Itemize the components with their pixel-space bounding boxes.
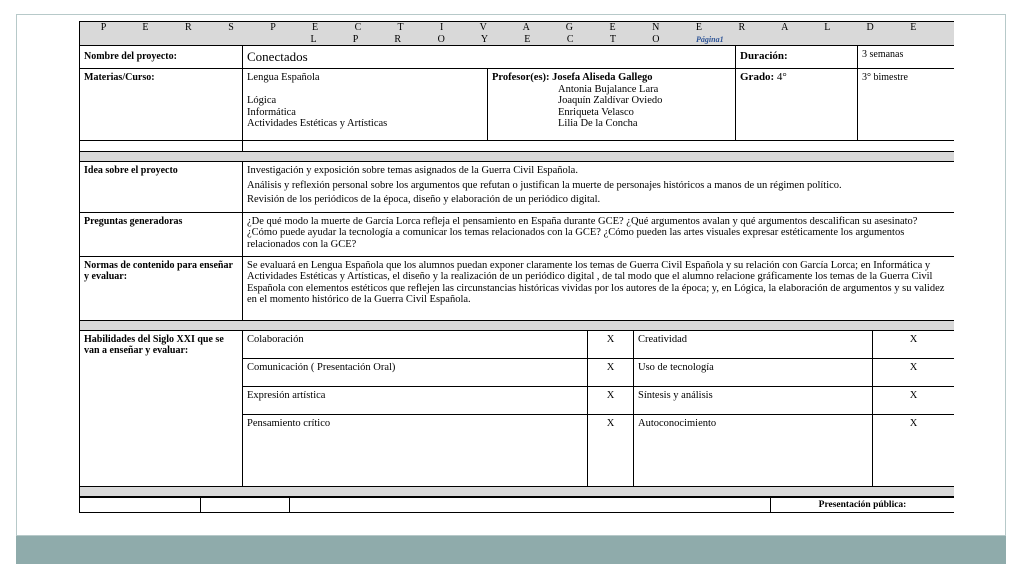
subject-item: Actividades Estéticas y Artísticas (247, 118, 388, 129)
subjects-label: Materias/Curso: (80, 69, 243, 141)
grade-label: Grado: (740, 71, 775, 83)
page-label: Página1 (696, 34, 724, 44)
subject-item: Lógica (247, 95, 277, 106)
footer-table (79, 497, 954, 513)
bottom-accent-bar (16, 536, 1006, 564)
skill-name: Autoconocimiento (634, 414, 873, 486)
public-presentation-label: Presentación pública: (771, 497, 955, 512)
project-overview-document (79, 21, 954, 530)
skill-name: Pensamiento crítico (243, 414, 588, 486)
subjects-list (243, 69, 488, 141)
skill-name: Comunicación ( Presentación Oral) (243, 358, 588, 386)
teachers-label: Profesor(es): (492, 72, 550, 83)
project-name-value: Conectados (243, 46, 736, 69)
grade-value: 4° (776, 71, 787, 83)
project-table (79, 21, 954, 497)
empty-cell (80, 497, 201, 512)
empty-cell (201, 497, 290, 512)
skills-label: Habilidades del Siglo XXI que se van a enseñar y evaluar: (80, 330, 243, 486)
questions-text: ¿De qué modo la muerte de García Lorca refleja el pensamiento en España durante GCE? ¿Qué argumentos avalan y qué argumentos descalifican su asesinato? ¿Cómo puede ayudar la tecnología a comunicar los temas relacionados con la GCE? ¿Cómo pueden las artes visuales expresar estéticamente los argumentos relacionados con la GCE? (243, 212, 955, 256)
skill-name: Síntesis y análisis (634, 386, 873, 414)
section-divider (80, 152, 955, 162)
skill-name: Expresión artística (243, 386, 588, 414)
document-title (80, 22, 955, 46)
skill-mark: X (873, 330, 955, 358)
section-divider (80, 486, 955, 496)
subject-item: Lengua Española (247, 72, 320, 83)
empty-cell (243, 141, 955, 152)
subject-item (247, 84, 483, 96)
idea-paragraph: Análisis y reflexión personal sobre los argumentos que refutan o justifican la muerte de personajes históricos a manos de un régimen político. (247, 179, 842, 191)
duration-value: 3 semanas (858, 46, 955, 69)
title-text: P E R S P E C T I V A G E N E R A L D E L P R O Y E C T O (100, 22, 934, 45)
idea-paragraph: Revisión de los periódicos de la época, diseño y elaboración de un periódico digital. (247, 194, 601, 205)
empty-cell (80, 141, 243, 152)
teacher-name: Antonia Bujalance Lara (558, 83, 659, 95)
duration-label: Duración: (736, 46, 858, 69)
section-divider (80, 320, 955, 330)
idea-paragraph: Investigación y exposición sobre temas asignados de la Guerra Civil Española. (247, 165, 578, 176)
subject-item: Informática (247, 106, 296, 118)
skill-mark: X (588, 386, 634, 414)
idea-content (243, 162, 955, 213)
idea-label: Idea sobre el proyecto (80, 162, 243, 213)
grade-cell (736, 69, 858, 141)
period-value: 3° bimestre (858, 69, 955, 141)
skill-mark: X (588, 414, 634, 486)
teacher-name: Enriqueta Velasco (558, 106, 634, 118)
skill-mark: X (873, 358, 955, 386)
skill-name: Creatividad (634, 330, 873, 358)
skill-mark: X (588, 330, 634, 358)
teacher-name: Lilia De la Concha (558, 118, 638, 129)
questions-label: Preguntas generadoras (80, 212, 243, 256)
skill-mark: X (873, 414, 955, 486)
skill-mark: X (873, 386, 955, 414)
skill-mark: X (588, 358, 634, 386)
teacher-name: Josefa Aliseda Gallego (552, 72, 653, 83)
project-name-label: Nombre del proyecto: (80, 46, 243, 69)
empty-cell (290, 497, 771, 512)
teacher-name: Joaquín Zaldívar Oviedo (558, 95, 663, 106)
norms-label: Normas de contenido para enseñar y evaluar: (80, 256, 243, 320)
norms-text: Se evaluará en Lengua Española que los alumnos puedan exponer claramente los temas de Guerra Civil Española y su relación con García Lorca; en Informática y Actividades Estéticas y Artísticas, el diseño y la realización de un periódico digital , de tal modo que el alumno relacione gráficamente los temas de la Guerra Civil Española con elementos estéticos que reflejen las circunstancias históricas vividas por los autores de la época; y, en Lógica, la elaboración de argumentos y su validez en el momento histórico de la Guerra Civil Española. (243, 256, 955, 320)
skill-name: Colaboración (243, 330, 588, 358)
teachers-cell (488, 69, 736, 141)
skill-name: Uso de tecnología (634, 358, 873, 386)
